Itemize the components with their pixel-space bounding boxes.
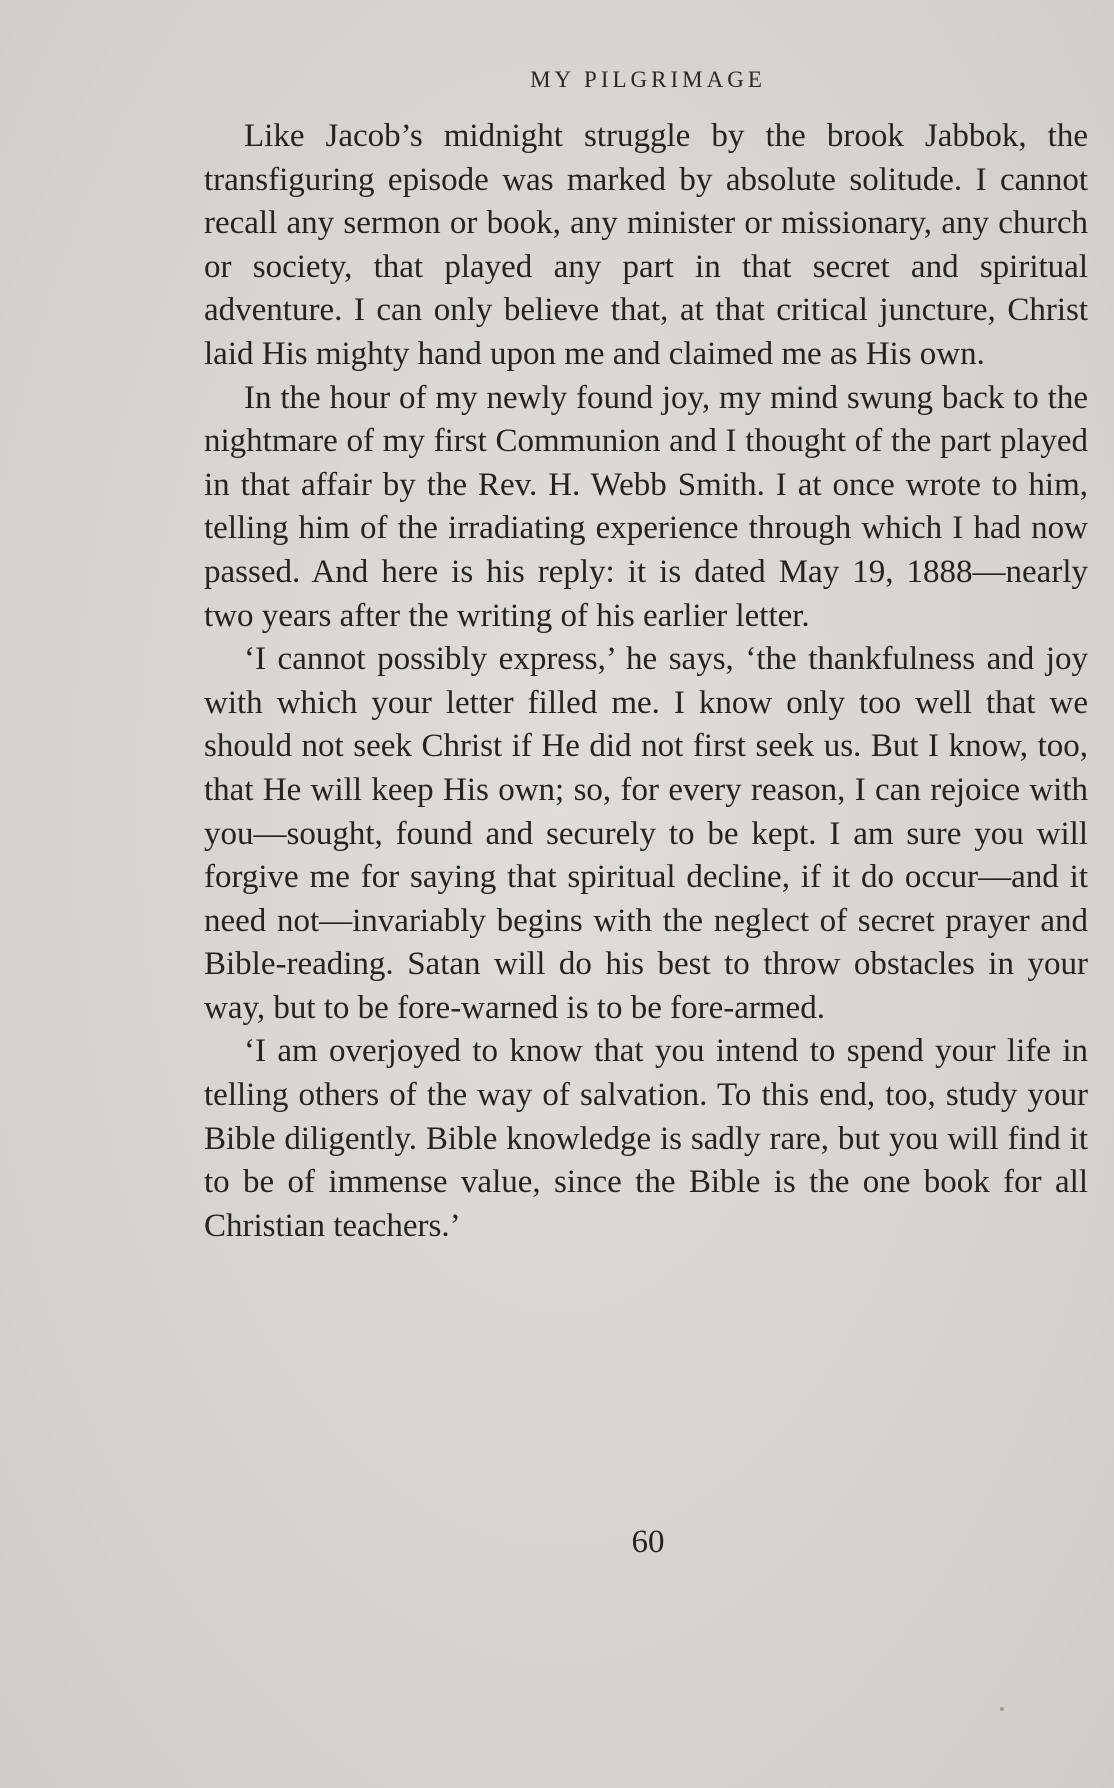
paragraph: In the hour of my newly found joy, my mind swung back to the nightmare of my first Communion and I thought of the part played in that affair by the Rev. H. Webb Smith. I at once wrote to him, telling him of the irradiating experience through which I had now passed. And here is his reply: it is dated May 19, 1888—nearly two years after the writing of his earlier letter. [204,379,1088,634]
paragraph: ‘I cannot possibly express,’ he says, ‘the thankfulness and joy with which your letter filled me. I know only too well that we should not seek Christ if He did not first seek us. But I know, too, that He will keep His own; so, for every reason, I can rejoice with you—sought, found and securely to be kept. I am sure you will forgive me for saying that spiritual decline, if it do occur—and it need not—invariably begins with the neglect of secret prayer and Bible-reading. Satan will do his best to throw obstacles in your way, but to be fore-warned is to be fore-armed. [204,641,1088,1026]
running-head: MY PILGRIMAGE [530,67,766,92]
body-text [204,115,1088,1248]
page-number: 60 [631,1524,665,1560]
paragraph: Like Jacob’s midnight struggle by the brook Jabbok, the transfiguring episode was marked by absolute solitude. I cannot recall any sermon or book, any minister or missionary, any church or society, that played any part in that secret and spiritual adventure. I can only believe that, at that critical juncture, Christ laid His mighty hand upon me and claimed me as His own. [204,118,1088,372]
paper-speck [1000,1707,1004,1711]
paragraph: ‘I am overjoyed to know that you intend to spend your life in telling others of the way of salvation. To this end, too, study your Bible diligently. Bible knowledge is sadly rare, but you will find it to be of immense value, since the Bible is the one book for all Christian teachers.’ [204,1033,1088,1244]
